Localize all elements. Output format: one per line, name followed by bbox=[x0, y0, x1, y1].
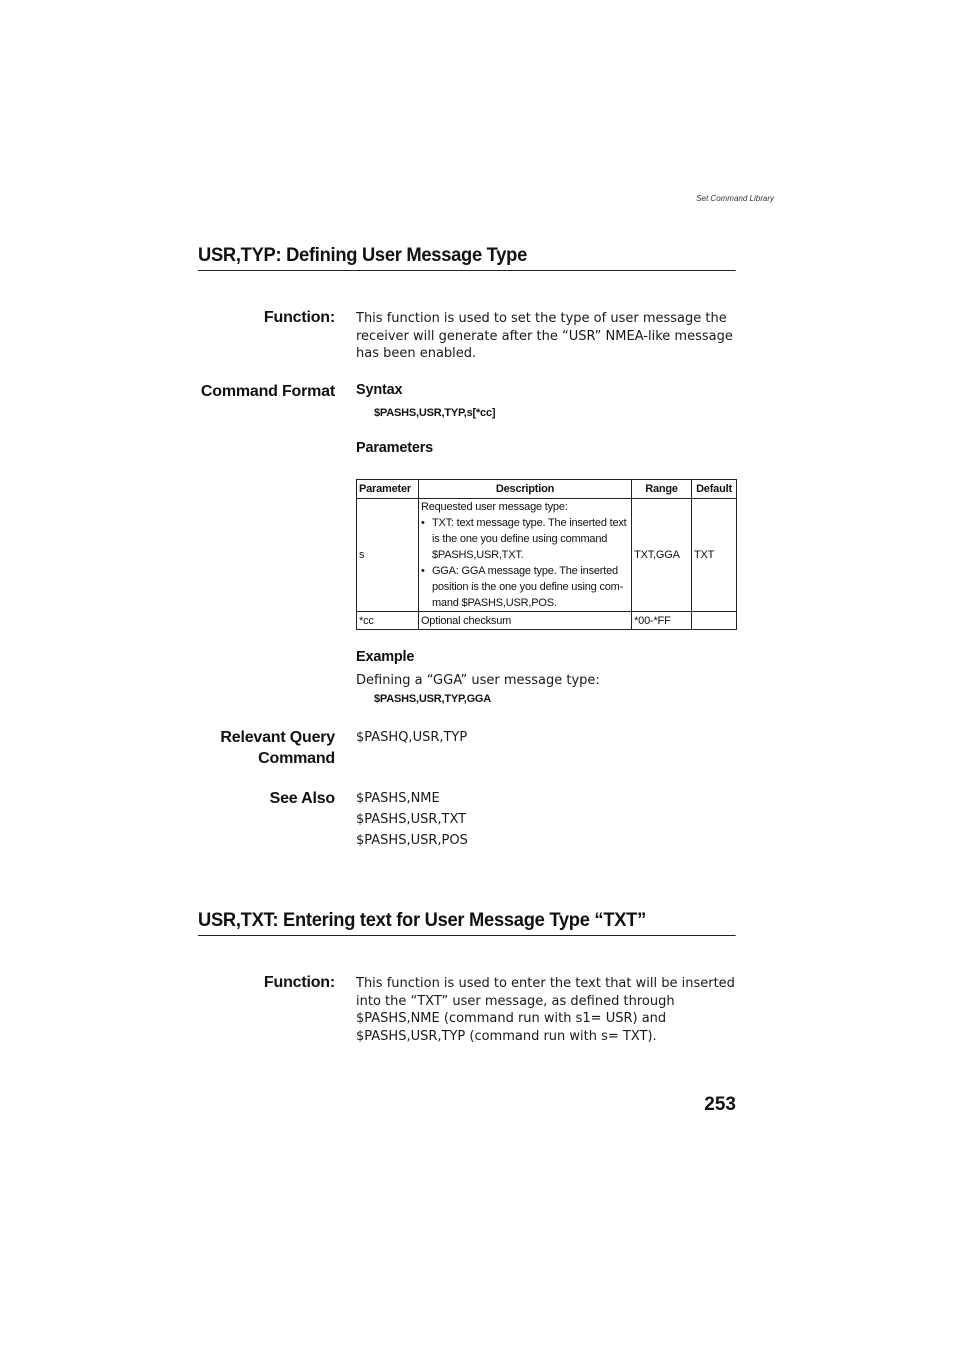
relevant-query-label-line2: Command bbox=[258, 750, 335, 767]
parameters-heading: Parameters bbox=[356, 440, 433, 456]
see-also-item: $PASHS,USR,TXT bbox=[356, 812, 467, 827]
example-heading: Example bbox=[356, 649, 415, 665]
function-label-2: Function: bbox=[263, 974, 335, 991]
description-bullet: • GGA: GGA message type. The inserted position is the one you define using com-mand $PASHS,USR,POS. bbox=[421, 563, 629, 611]
see-also-list bbox=[356, 788, 468, 851]
description-bullet: • TXT: text message type. The inserted text is the one you define using command $PASHS,USR,TXT. bbox=[421, 515, 629, 563]
cell-description: Optional checksum bbox=[418, 612, 631, 630]
header-description: Description bbox=[418, 480, 631, 499]
cell-parameter: s bbox=[357, 499, 419, 612]
table-header-row bbox=[357, 480, 737, 499]
example-text: Defining a “GGA” user message type: bbox=[356, 673, 600, 688]
table-row bbox=[357, 499, 737, 612]
section-title-usr-typ: USR,TYP: Defining User Message Type bbox=[198, 244, 736, 271]
running-header: Set Command Library bbox=[696, 194, 774, 203]
relevant-query-label bbox=[170, 727, 335, 769]
see-also-item: $PASHS,NME bbox=[356, 791, 440, 806]
cell-description bbox=[418, 499, 631, 612]
relevant-query-label-line1: Relevant Query bbox=[220, 729, 335, 746]
function-description: This function is used to set the type of user message the receiver will generate after the “USR” NMEA-like message has been enabled. bbox=[356, 311, 733, 361]
see-also-item: $PASHS,USR,POS bbox=[356, 833, 468, 848]
cell-range: *00-*FF bbox=[632, 612, 692, 630]
cell-parameter: *cc bbox=[357, 612, 419, 630]
cell-default bbox=[692, 612, 737, 630]
function-label: Function: bbox=[263, 309, 335, 326]
example-code: $PASHS,USR,TYP,GGA bbox=[374, 693, 492, 705]
table-row bbox=[357, 612, 737, 630]
header-parameter: Parameter bbox=[357, 480, 419, 499]
page-number: 253 bbox=[704, 1094, 736, 1115]
cell-default: TXT bbox=[692, 499, 737, 612]
cell-range: TXT,GGA bbox=[632, 499, 692, 612]
section-title-usr-txt: USR,TXT: Entering text for User Message Type “TXT” bbox=[198, 909, 736, 936]
function-description-2: This function is used to enter the text that will be inserted into the “TXT” user message, as defined through $PASHS,NME (command run with s1= USR) and $PASHS,USR,TYP (command run with s= TXT). bbox=[356, 976, 735, 1044]
syntax-heading: Syntax bbox=[356, 382, 403, 398]
header-range: Range bbox=[632, 480, 692, 499]
command-format-label: Command Format bbox=[200, 383, 335, 400]
parameters-table bbox=[356, 479, 737, 630]
see-also-label: See Also bbox=[269, 790, 335, 807]
header-default: Default bbox=[692, 480, 737, 499]
syntax-code: $PASHS,USR,TYP,s[*cc] bbox=[374, 407, 496, 419]
description-intro: Requested user message type: bbox=[420, 501, 568, 513]
relevant-query-value: $PASHQ,USR,TYP bbox=[356, 730, 468, 745]
